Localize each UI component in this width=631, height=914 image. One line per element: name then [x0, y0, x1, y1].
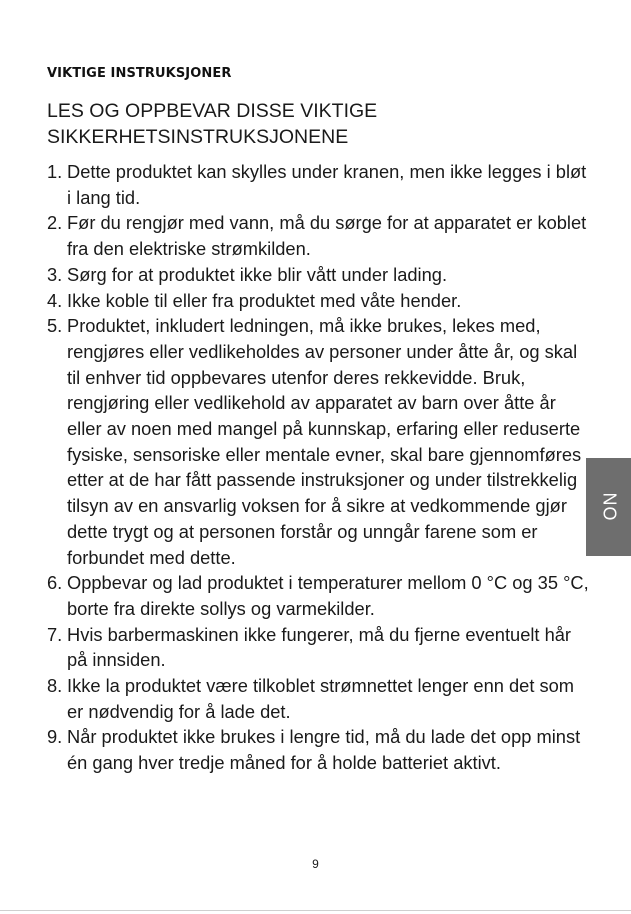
instruction-number: 6. — [47, 572, 63, 594]
instruction-number: 5. — [47, 315, 63, 337]
instruction-text: Oppbevar og lad produktet i temperaturer mellom 0 °C og 35 °C, borte fra direkte sollys og varmekilder. — [67, 572, 589, 619]
instruction-number: 3. — [47, 263, 63, 285]
instruction-item — [47, 210, 594, 261]
instruction-item — [47, 159, 594, 210]
instruction-number: 7. — [47, 623, 63, 645]
instruction-text: Ikke koble til eller fra produktet med våte hender. — [67, 289, 462, 311]
instruction-item — [47, 570, 594, 621]
instruction-text: Dette produktet kan skylles under kranen, men ikke legges i bløt i lang tid. — [67, 161, 587, 208]
instruction-text: Når produktet ikke brukes i lengre tid, må du lade det opp minst én gang hver tredje måned for å holde batteriet aktivt. — [67, 726, 581, 774]
section-label: VIKTIGE INSTRUKSJONER — [47, 66, 232, 81]
heading-line-1: LES OG OPPBEVAR DISSE VIKTIGE — [47, 100, 378, 122]
instruction-text: Produktet, inkludert ledningen, må ikke brukes, lekes med, rengjøres eller vedlikeholdes av personer under åtte år, og skal til enhver tid oppbevares utenfor deres rekkevidde. Bruk, rengjøring eller vedlikehold av apparatet av barn over åtte år eller av noen med mangel på kunnskap, erfaring eller reduserte fysiske, sensoriske eller mentale evner, skal bare gjennomføres etter at de har fått passende instruksjoner og under tilstrekkelig tilsyn av en ansvarlig voksen for å sikre at vedkommende gjør dette trygt og at personen forstår og unngår farene som er forbundet med dette. — [67, 315, 582, 568]
instruction-item — [47, 673, 594, 724]
instruction-number: 8. — [47, 675, 63, 697]
instruction-text: Før du rengjør med vann, må du sørge for at apparatet er koblet fra den elektriske strømkilden. — [67, 212, 587, 260]
instruction-number: 1. — [47, 161, 63, 182]
instruction-item — [47, 724, 594, 775]
instruction-number: 2. — [47, 212, 63, 234]
instruction-text: Hvis barbermaskinen ikke fungerer, må du fjerne eventuelt hår på innsiden. — [67, 623, 572, 671]
instruction-number: 4. — [47, 289, 63, 311]
instruction-item — [47, 262, 594, 288]
instruction-item — [47, 313, 594, 570]
instruction-text: Ikke la produktet være tilkoblet strømnettet lenger enn det som er nødvendig for å lade det. — [67, 675, 575, 722]
language-tab — [586, 458, 631, 556]
instruction-item — [47, 288, 594, 314]
heading-line-2: SIKKERHETSINSTRUKSJONENE — [47, 126, 349, 148]
page-number: 9 — [312, 857, 319, 871]
instruction-number: 9. — [47, 726, 63, 748]
bottom-divider — [0, 910, 631, 911]
instruction-item — [47, 622, 594, 673]
instruction-text: Sørg for at produktet ikke blir vått under lading. — [67, 263, 448, 285]
language-tab-label: NO — [599, 492, 619, 522]
instruction-list — [47, 159, 594, 776]
page-heading — [47, 98, 567, 150]
